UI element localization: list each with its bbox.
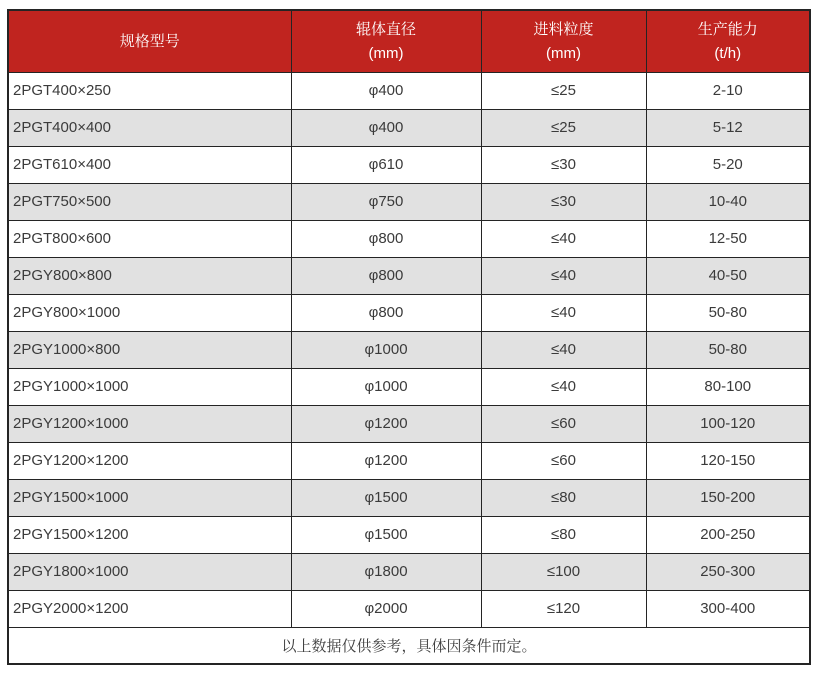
table-row	[8, 479, 810, 516]
table-row	[8, 331, 810, 368]
capacity-cell: 50-80	[646, 331, 810, 368]
header-roller-diameter-stack	[292, 22, 481, 61]
model-cell: 2PGT750×500	[8, 183, 291, 220]
model-cell: 2PGY1200×1200	[8, 442, 291, 479]
feed-size-cell: ≤80	[481, 479, 646, 516]
table-row	[8, 590, 810, 627]
capacity-cell: 200-250	[646, 516, 810, 553]
header-model	[8, 10, 291, 72]
header-feed-size	[481, 10, 646, 72]
table-row	[8, 516, 810, 553]
feed-size-cell: ≤40	[481, 220, 646, 257]
feed-size-cell: ≤40	[481, 368, 646, 405]
header-capacity-stack	[647, 22, 810, 61]
table-row	[8, 257, 810, 294]
model-cell: 2PGY2000×1200	[8, 590, 291, 627]
header-feed-size-title: 进料粒度	[533, 20, 594, 38]
capacity-cell: 150-200	[646, 479, 810, 516]
header-roller-diameter-title: 辊体直径	[355, 20, 416, 38]
capacity-cell: 12-50	[646, 220, 810, 257]
capacity-cell: 40-50	[646, 257, 810, 294]
model-cell: 2PGY800×800	[8, 257, 291, 294]
roller-diameter-cell: φ1000	[291, 368, 481, 405]
roller-diameter-cell: φ1500	[291, 516, 481, 553]
feed-size-cell: ≤25	[481, 109, 646, 146]
capacity-cell: 80-100	[646, 368, 810, 405]
header-feed-size-unit: (mm)	[546, 44, 581, 62]
roller-diameter-cell: φ1800	[291, 553, 481, 590]
feed-size-cell: ≤60	[481, 405, 646, 442]
table-row	[8, 294, 810, 331]
model-cell: 2PGY1800×1000	[8, 553, 291, 590]
feed-size-cell: ≤80	[481, 516, 646, 553]
capacity-cell: 300-400	[646, 590, 810, 627]
model-cell: 2PGY1200×1000	[8, 405, 291, 442]
feed-size-cell: ≤30	[481, 183, 646, 220]
capacity-cell: 5-12	[646, 109, 810, 146]
feed-size-cell: ≤40	[481, 331, 646, 368]
feed-size-cell: ≤40	[481, 294, 646, 331]
feed-size-cell: ≤40	[481, 257, 646, 294]
header-capacity-unit: (t/h)	[714, 44, 742, 62]
roller-diameter-cell: φ2000	[291, 590, 481, 627]
capacity-cell: 100-120	[646, 405, 810, 442]
header-model-title: 规格型号	[119, 32, 180, 50]
table-header-row	[8, 10, 810, 72]
capacity-cell: 2-10	[646, 72, 810, 109]
roller-diameter-cell: φ400	[291, 109, 481, 146]
model-cell: 2PGT800×600	[8, 220, 291, 257]
table-row	[8, 109, 810, 146]
roller-diameter-cell: φ1200	[291, 442, 481, 479]
feed-size-cell: ≤60	[481, 442, 646, 479]
model-cell: 2PGT400×400	[8, 109, 291, 146]
roller-diameter-cell: φ1500	[291, 479, 481, 516]
roller-diameter-cell: φ800	[291, 294, 481, 331]
table-row	[8, 405, 810, 442]
feed-size-cell: ≤100	[481, 553, 646, 590]
header-roller-diameter	[291, 10, 481, 72]
header-capacity	[646, 10, 810, 72]
header-model-stack	[9, 34, 291, 49]
feed-size-cell: ≤120	[481, 590, 646, 627]
table-footer-row	[8, 627, 810, 664]
roller-diameter-cell: φ610	[291, 146, 481, 183]
roller-diameter-cell: φ1000	[291, 331, 481, 368]
model-cell: 2PGT610×400	[8, 146, 291, 183]
feed-size-cell: ≤30	[481, 146, 646, 183]
capacity-cell: 10-40	[646, 183, 810, 220]
model-cell: 2PGY1000×1000	[8, 368, 291, 405]
model-cell: 2PGY800×1000	[8, 294, 291, 331]
roller-diameter-cell: φ750	[291, 183, 481, 220]
table-row	[8, 368, 810, 405]
header-capacity-title: 生产能力	[697, 20, 758, 38]
capacity-cell: 5-20	[646, 146, 810, 183]
roller-diameter-cell: φ400	[291, 72, 481, 109]
table-row	[8, 442, 810, 479]
header-feed-size-stack	[482, 22, 646, 61]
spec-table	[7, 9, 811, 665]
table-row	[8, 146, 810, 183]
table-row	[8, 72, 810, 109]
roller-diameter-cell: φ800	[291, 220, 481, 257]
table-row	[8, 183, 810, 220]
model-cell: 2PGY1000×800	[8, 331, 291, 368]
roller-diameter-cell: φ800	[291, 257, 481, 294]
page	[0, 9, 816, 689]
model-cell: 2PGY1500×1000	[8, 479, 291, 516]
feed-size-cell: ≤25	[481, 72, 646, 109]
header-roller-diameter-unit: (mm)	[368, 44, 404, 62]
capacity-cell: 120-150	[646, 442, 810, 479]
model-cell: 2PGY1500×1200	[8, 516, 291, 553]
capacity-cell: 50-80	[646, 294, 810, 331]
table-row	[8, 220, 810, 257]
capacity-cell: 250-300	[646, 553, 810, 590]
table-row	[8, 553, 810, 590]
model-cell: 2PGT400×250	[8, 72, 291, 109]
footer-note: 以上数据仅供参考，具体因条件而定。	[8, 627, 810, 664]
roller-diameter-cell: φ1200	[291, 405, 481, 442]
